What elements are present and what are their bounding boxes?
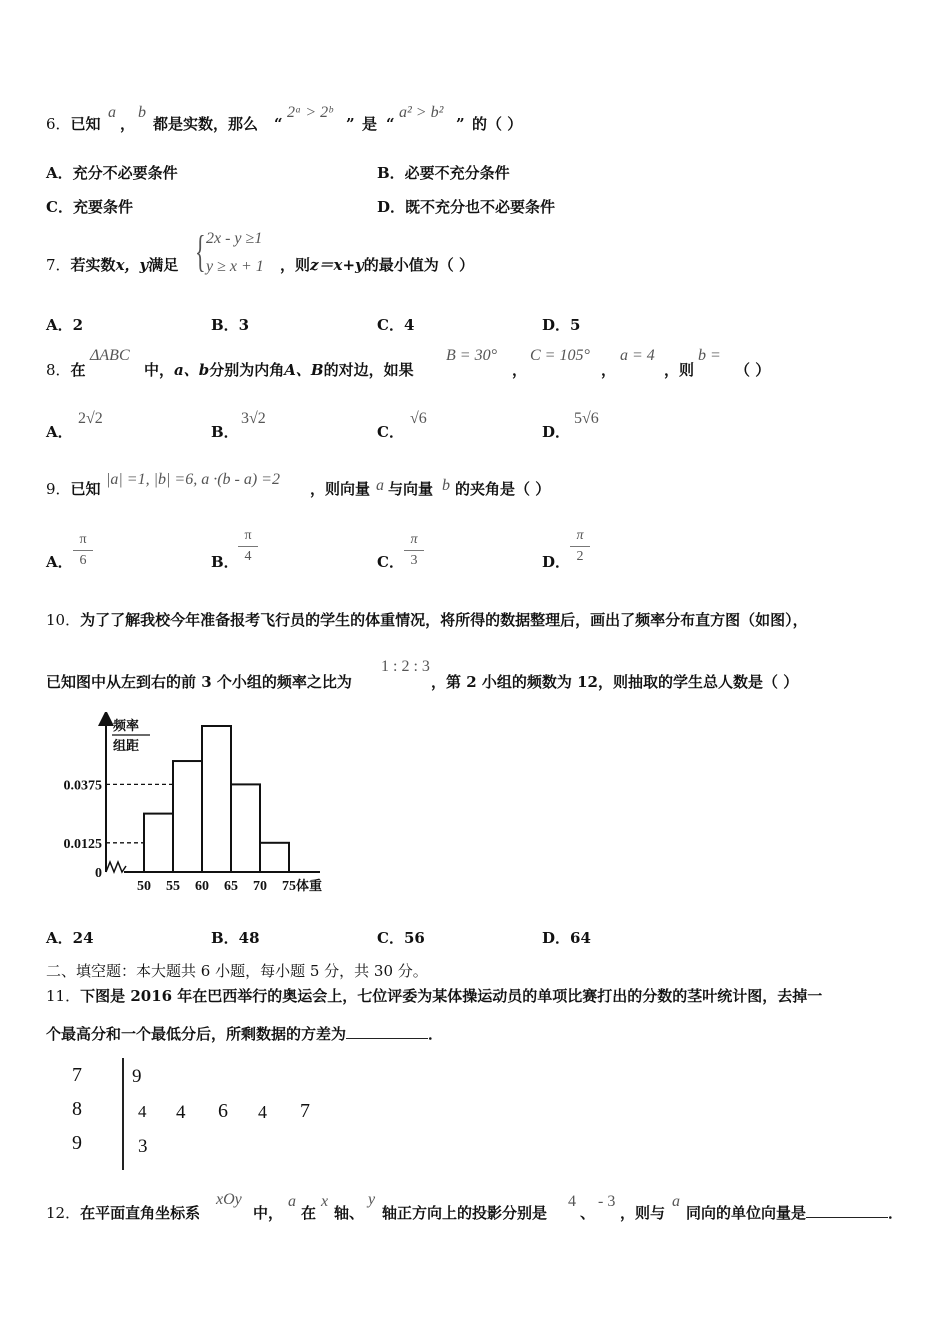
leaf-row-2-4: 4: [258, 1102, 267, 1122]
q12-number: 12．: [46, 1204, 81, 1222]
q6-option-c: C．充要条件: [46, 198, 133, 216]
q8-comma-1: ，: [512, 361, 528, 379]
q6-text3: 是: [362, 115, 378, 133]
q9-vector-a: a: [376, 477, 384, 494]
frequency-histogram: [40, 712, 340, 902]
q9-option-c-denominator: 3: [410, 553, 418, 568]
histogram-bar-2: [173, 761, 202, 872]
q9-option-a-denominator: 6: [79, 553, 87, 568]
q6-expr2: a² > b²: [399, 104, 444, 121]
q12-value2: - 3: [598, 1193, 616, 1210]
q8-option-a-label: A．: [46, 423, 73, 441]
q9-text2: ，则向量: [310, 480, 371, 498]
q12-text6: 、: [580, 1204, 596, 1222]
q10-option-a: A．24: [46, 929, 94, 947]
q12-text3: 在: [301, 1204, 317, 1222]
stem-9: 9: [72, 1132, 82, 1154]
q7-vars: x，y: [115, 256, 149, 274]
stem-8: 8: [72, 1098, 82, 1120]
stem-leaf-plot: [62, 1058, 342, 1178]
histogram-bar-3: [202, 726, 231, 872]
q9-option-d-label: D．: [542, 553, 571, 571]
q9-option-c-fraction: [404, 532, 424, 569]
q9-option-c-label: C．: [377, 553, 404, 571]
x-tick-50: 50: [137, 879, 151, 894]
y-tick-1: 0.0125: [63, 836, 102, 852]
axis-break-zigzag: [106, 862, 126, 872]
q6-text2: 都是实数，那么: [153, 115, 259, 133]
q7-text1: 若实数: [70, 256, 116, 274]
q10-option-b: B．48: [211, 929, 260, 947]
stem-7: 7: [72, 1064, 82, 1086]
leaf-row-2-2: 4: [176, 1102, 186, 1123]
q9-number: 9．: [46, 480, 71, 498]
q6-comma: ，: [120, 115, 136, 133]
q8-option-c-value: √6: [410, 410, 427, 427]
q11-answer-blank[interactable]: [346, 1024, 428, 1039]
q6-quote-open: “: [274, 115, 283, 133]
leaf-row-2-5: 7: [300, 1100, 310, 1122]
q6-expr1: 2ᵃ > 2ᵇ: [287, 104, 333, 121]
q9-option-b-denominator: 4: [244, 549, 252, 564]
q9-option-a-label: A．: [46, 553, 73, 571]
x-tick-60: 60: [195, 879, 209, 894]
q6-option-d: D．既不充分也不必要条件: [377, 198, 556, 216]
y-tick-2: 0: [95, 866, 102, 881]
q11-text1: 下图是 2016 年在巴西举行的奥运会上，七位评委为某体操运动员的单项比赛打出的分数的茎叶统计图，去掉一: [80, 987, 823, 1005]
q8-comma-2: ，: [601, 361, 617, 379]
q8-line-middle: [144, 360, 414, 380]
q9-vector-b: b: [442, 477, 450, 494]
q9-option-b-label: B．: [211, 553, 239, 571]
q9-expression: |a| =1, |b| =6, a ·(b - a) =2: [106, 471, 280, 488]
q8-angle-b: B = 30°: [446, 347, 497, 364]
x-tick-75: 75: [282, 879, 296, 894]
q7-system-line2: y ≥ x + 1: [206, 258, 264, 275]
q10-text2: 已知图中从左到右的前 3 个小组的频率之比为: [46, 673, 352, 691]
q7-option-b: B．3: [211, 316, 250, 334]
q7-text4: ，则: [280, 256, 311, 274]
q11-text3: ．: [428, 1025, 444, 1043]
q6-text1: 已知: [70, 115, 101, 133]
q7-brace: {: [195, 227, 206, 276]
q8-line-start: [46, 360, 86, 380]
leaf-row-1-1: 9: [132, 1066, 142, 1087]
q10-text3: ，第 2 小组的频数为 12，则抽取的学生总人数是（ ）: [431, 673, 799, 691]
q9-option-d-fraction: [570, 528, 590, 565]
q8-text6: 的对边，如果: [323, 361, 414, 379]
q7-line: [46, 255, 178, 275]
q10-text1: 为了了解我校今年准备报考飞行员的学生的体重情况，将所得的数据整理后，画出了频率分布直方图（如图），: [80, 611, 808, 629]
leaf-row-2-3: 6: [218, 1100, 228, 1122]
y-tick-0: 0.0375: [63, 778, 102, 794]
q7-system-line1: 2x - y ≥1: [206, 230, 263, 247]
y-label-top: 频率: [113, 719, 140, 734]
q8-text1: 在: [70, 361, 86, 379]
q12-text5: 轴正方向上的投影分别是: [382, 1204, 548, 1222]
q9-option-c-numerator: π: [410, 532, 418, 547]
q8-angles: A、B: [284, 361, 324, 379]
q9-option-a-numerator: π: [79, 532, 87, 547]
q10-option-c: C．56: [377, 929, 425, 947]
q10-number: 10．: [46, 611, 81, 629]
histogram-bar-4: [231, 784, 260, 872]
q8-number: 8．: [46, 361, 71, 379]
q8-option-c-label: C．: [377, 423, 404, 441]
q7-number: 7．: [46, 256, 71, 274]
q6-option-a: A．充分不必要条件: [46, 164, 178, 182]
q9-option-a-fraction: [73, 532, 93, 569]
q8-text2: 中，: [144, 361, 175, 379]
x-axis-label: 体重: [296, 879, 323, 894]
q8-text4: 分别为内角: [209, 361, 285, 379]
q8-triangle: ΔABC: [90, 347, 130, 364]
q7-text3: 满足: [148, 256, 179, 274]
q6-line: [46, 114, 101, 134]
q6-number: 6．: [46, 115, 71, 133]
histogram-bar-5: [260, 843, 289, 872]
q8-option-b-value: 3√2: [241, 410, 266, 427]
q12-text7: ，则与: [620, 1204, 666, 1222]
q12-value1: 4: [568, 1193, 576, 1210]
q12-text4: 轴、: [334, 1204, 365, 1222]
q8-option-a-value: 2√2: [78, 410, 103, 427]
q7-option-d: D．5: [542, 316, 581, 334]
q8-text8: （ ）: [735, 361, 771, 379]
q8-side-b: b =: [698, 347, 721, 364]
q6-var-b: b: [138, 104, 146, 121]
q8-option-d-label: D．: [542, 423, 571, 441]
q12-line-end: [686, 1203, 903, 1223]
q9-text1: 已知: [70, 480, 101, 498]
q7-option-a: A．2: [46, 316, 84, 334]
q12-text2: 中，: [253, 1204, 284, 1222]
q6-text4: 的（ ）: [472, 115, 523, 133]
leaf-row-2-1: 4: [138, 1102, 147, 1121]
q6-var-a: a: [108, 104, 116, 121]
q12-coordinate-system: xOy: [216, 1191, 242, 1208]
q11-line-1: [46, 986, 822, 1006]
q6-quote-open-2: “: [386, 115, 395, 133]
q12-vector-a-2: a: [672, 1193, 680, 1210]
q6-option-b: B．必要不充分条件: [377, 164, 510, 182]
q12-text1: 在平面直角坐标系: [80, 1204, 201, 1222]
q8-option-b-label: B．: [211, 423, 239, 441]
q12-text9: ．: [888, 1204, 904, 1222]
q9-option-d-numerator: π: [576, 528, 584, 543]
q8-sides: a、b: [174, 361, 210, 379]
x-tick-55: 55: [166, 879, 180, 894]
q11-line-2: [46, 1024, 443, 1044]
histogram-bar-1: [144, 814, 173, 872]
q12-x-axis: x: [321, 1193, 329, 1210]
x-tick-65: 65: [224, 879, 238, 894]
section2-title: 二、填空题：本大题共 6 小题，每小题 5 分，共 30 分。: [46, 962, 428, 980]
x-tick-70: 70: [253, 879, 267, 894]
q7-line-2: [280, 255, 474, 275]
q9-line-start: [46, 479, 101, 499]
y-label-bottom: 组距: [113, 739, 140, 754]
q12-y-axis: y: [368, 1191, 376, 1208]
q8-angle-c: C = 105°: [530, 347, 590, 364]
leaf-row-3-1: 3: [138, 1136, 148, 1157]
q12-line-start: [46, 1203, 200, 1223]
q12-text8: 同向的单位向量是: [686, 1204, 807, 1222]
q9-option-b-numerator: π: [244, 528, 252, 543]
q11-number: 11．: [46, 987, 81, 1005]
q10-line-1: [46, 610, 808, 630]
q6-quote-close: ”: [346, 115, 355, 133]
q6-quote-close-2: ”: [456, 115, 465, 133]
q8-text7: ，则: [664, 361, 695, 379]
stem-divider: [122, 1058, 124, 1170]
q11-text2: 个最高分和一个最低分后，所剩数据的方差为: [46, 1025, 347, 1043]
q8-option-d-value: 5√6: [574, 410, 599, 427]
q9-text3: 与向量: [388, 480, 434, 498]
q7-objective: z＝x+y: [310, 256, 364, 274]
q8-side-a: a = 4: [620, 347, 655, 364]
q12-vector-a: a: [288, 1193, 296, 1210]
q7-option-c: C．4: [377, 316, 415, 334]
q10-ratio: 1 : 2 : 3: [381, 658, 430, 675]
q12-answer-blank[interactable]: [806, 1203, 888, 1218]
q7-text6: 的最小值为（ ）: [363, 256, 474, 274]
q9-text4: 的夹角是（ ）: [455, 480, 551, 498]
q10-option-d: D．64: [542, 929, 591, 947]
q9-option-d-denominator: 2: [576, 549, 584, 564]
q9-option-b-fraction: [238, 528, 258, 565]
